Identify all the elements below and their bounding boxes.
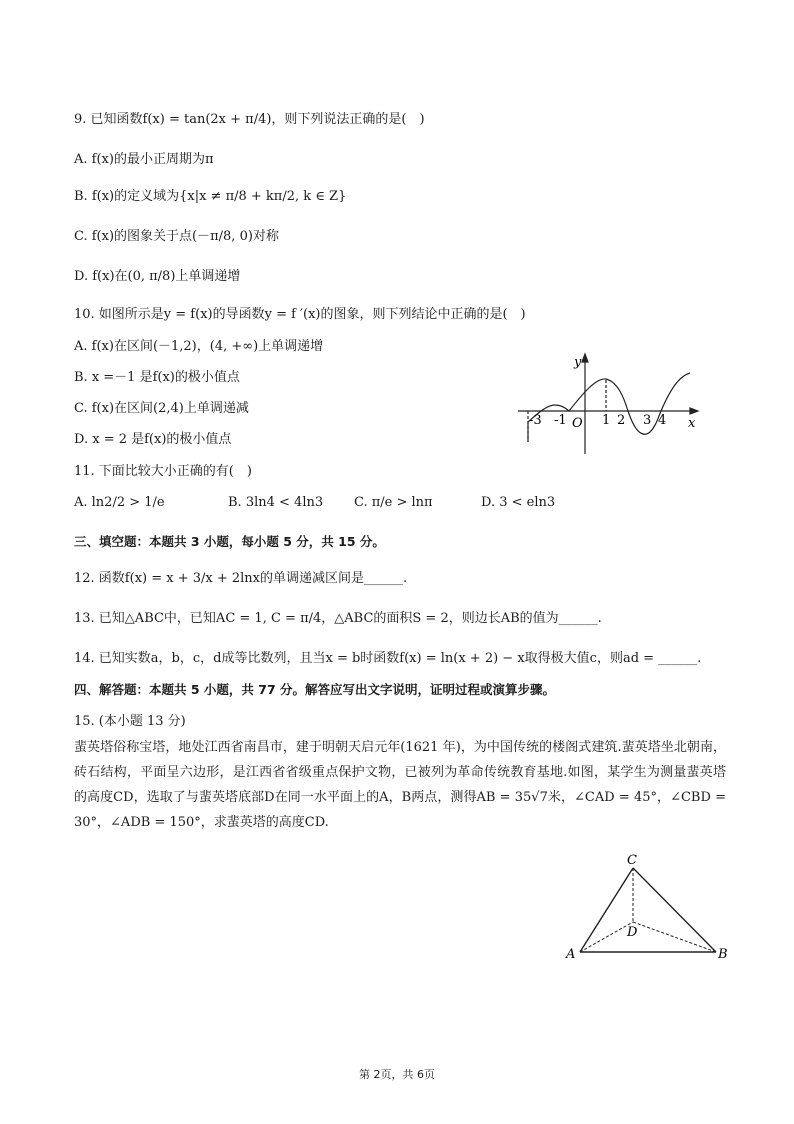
q10-stem: 10. 如图所示是y = f(x)的导函数y = f ′(x)的图象，则下列结论中正确的是( )	[74, 307, 526, 322]
tower-figure	[560, 850, 740, 965]
section-3-heading: 三、填空题：本题共 3 小题，每小题 5 分，共 15 分。	[74, 534, 385, 549]
page-footer: 第 2页，共 6页	[359, 1068, 435, 1081]
q10-option-d: D. x = 2 是f(x)的极小值点	[74, 432, 232, 447]
q11-option-b: B. 3ln4 < 4ln3	[228, 495, 324, 510]
edge-cb	[633, 868, 716, 952]
q10-option-c: C. f(x)在区间(2,4)上单调递减	[74, 401, 249, 416]
edge-db	[633, 922, 716, 952]
q11-option-a: A. ln2/2 > 1/e	[74, 495, 165, 510]
tick-4: 4	[658, 413, 667, 428]
q11-option-d: D. 3 < eln3	[481, 495, 556, 510]
q9-stem: 9. 已知函数f(x) = tan(2x + π/4)，则下列说法正确的是( )	[74, 112, 425, 127]
label-a: A	[566, 947, 576, 962]
derivative-curve	[528, 373, 690, 442]
label-c: C	[627, 853, 637, 868]
q15-body: 蜚英塔俗称宝塔，地处江西省南昌市，建于明朝天启元年(1621 年)，为中国传统的楼阁式建筑.蜚英塔坐北朝南，砖石结构，平面呈六边形，是江西省省级重点保护文物，已被列为革命传统教育基地.如图，某学生为测量蜚英塔的高度CD，选取了与蜚英塔底部D在同一水平面上的A，B两点，测得AB = 35√7米，∠CAD = 45°，∠CBD = 30°，∠ADB = 150°，求蜚英塔的高度CD.	[74, 740, 726, 830]
q9-option-b: B. f(x)的定义域为{x|x ≠ π/8 + kπ/2, k ∈ Z}	[74, 189, 347, 204]
y-axis-label: y	[574, 355, 582, 370]
label-d: D	[627, 925, 638, 940]
tick-neg1: -1	[554, 413, 567, 428]
q11-option-c: C. π/e > lnπ	[354, 495, 433, 510]
q11-stem: 11. 下面比较大小正确的有( )	[74, 464, 252, 479]
x-axis-arrow	[690, 408, 698, 414]
q15-heading: 15. (本小题 13 分)	[74, 714, 186, 729]
tick-3: 3	[643, 413, 652, 428]
q13-text: 13. 已知△ABC中，已知AC = 1, C = π/4，△ABC的面积S = 2，则边长AB的值为______.	[74, 611, 602, 626]
q14-text: 14. 已知实数a，b，c，d成等比数列，且当x = b时函数f(x) = ln(x + 2) − x取得极大值c，则ad = ______.	[74, 651, 702, 666]
x-axis-label: x	[688, 416, 696, 431]
edge-ad	[580, 922, 633, 952]
q10-option-a: A. f(x)在区间(－1,2)，(4, +∞)上单调递增	[74, 339, 324, 354]
derivative-graph	[514, 350, 704, 460]
q9-option-d: D. f(x)在(0, π/8)上单调递增	[74, 269, 241, 284]
y-axis-arrow	[582, 354, 588, 362]
q9-option-a: A. f(x)的最小正周期为π	[74, 152, 214, 167]
tick-neg3: -3	[529, 413, 542, 428]
tick-1: 1	[602, 413, 611, 428]
origin-label: O	[572, 416, 583, 431]
tick-2: 2	[617, 413, 626, 428]
q10-option-b: B. x =－1 是f(x)的极小值点	[74, 370, 240, 385]
q9-option-c: C. f(x)的图象关于点(－π/8, 0)对称	[74, 229, 279, 244]
section-4-heading: 四、解答题：本题共 5 小题，共 77 分。解答应写出文字说明，证明过程或演算步骤。	[74, 682, 556, 697]
edge-ca	[580, 868, 633, 952]
label-b: B	[718, 947, 728, 962]
q12-text: 12. 函数f(x) = x + 3/x + 2lnx的单调递减区间是______.	[74, 571, 408, 586]
